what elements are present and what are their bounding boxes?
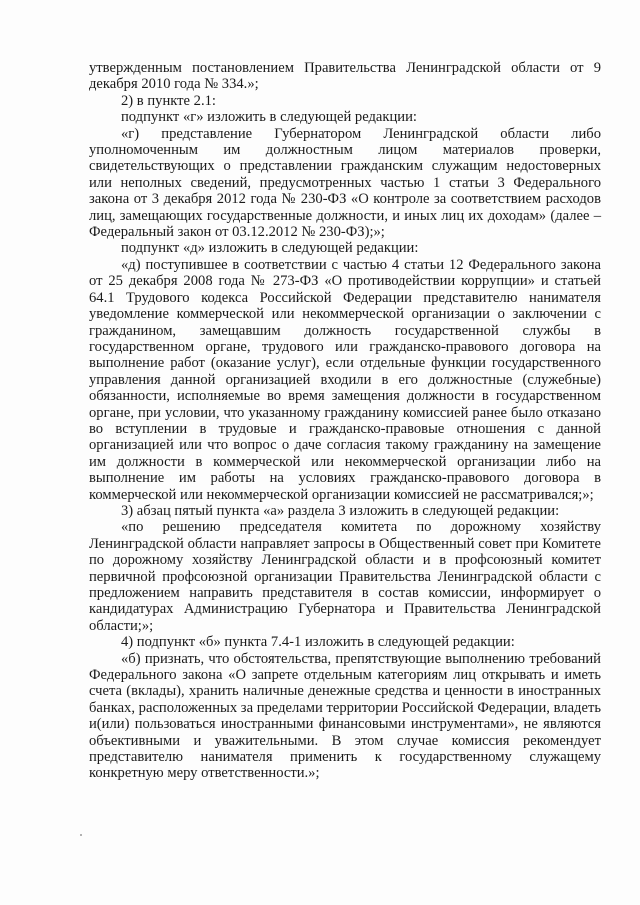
scan-speck [80,834,82,836]
paragraph-10: «б) признать, что обстоятельства, препятствующие выполнению требований Федерального закона «О запрете отдельным категориям лиц открывать и иметь счета (вклады), хранить наличные денежные средства и ценности в иностранных банках, расположенных за пределами территории Российской Федерации, владеть и(или) пользоваться иностранными финансовыми инструментами», не являются объективными и уважительными. В этом случае комиссия рекомендует представителю нанимателя применить к государственному служащему конкретную меру ответственности.»; [89,650,601,782]
paragraph-5: подпункт «д» изложить в следующей редакции: [121,240,419,257]
document-body [89,60,601,782]
paragraph-3: подпункт «г» изложить в следующей редакции: [121,109,417,126]
paragraph-2: 2) в пункте 2.1: [121,92,216,109]
paragraph-7: 3) абзац пятый пункта «а» раздела 3 изложить в следующей редакции: [121,502,560,519]
paragraph-1: утвержденным постановлением Правительства Ленинградской области от 9 декабря 2010 года № 334.»; [89,60,601,93]
paragraph-6: «д) поступившее в соответствии с частью 4 статьи 12 Федерального закона от 25 декабря 2008 года № 273-ФЗ «О противодействии коррупции» и статьей 64.1 Трудового кодекса Российской Федерации представителю нанимателя уведомление коммерческой или некоммерческой организации о заключении с гражданином, замещавшим должность государственной службы в государственном органе, трудового или гражданско-правового договора на выполнение работ (оказание услуг), если отдельные функции государственного управления данной организацией входили в его должностные (служебные) обязанности, исполняемые во время замещения должности в государственном органе, при условии, что указанному гражданину комиссией ранее было отказано во вступлении в трудовые и гражданско-правовые отношения с данной организацией или что вопрос о даче согласия такому гражданину на замещение им должности в коммерческой или некоммерческой организации либо на выполнение им работы на условиях гражданско-правового договора в коммерческой или некоммерческой организации комиссией не рассматривался;»; [89,256,601,503]
paragraph-9: 4) подпункт «б» пункта 7.4-1 изложить в следующей редакции: [121,634,515,651]
paragraph-4: «г) представление Губернатором Ленинградской области либо уполномоченным им должностным лицом материалов проверки, свидетельствующих о представлении гражданским служащим недостоверных или неполных сведений, предусмотренных частью 1 статьи 3 Федерального закона от 3 декабря 2012 года № 230-ФЗ «О контроле за соответствием расходов лиц, замещающих государственные должности, и иных лиц их доходам» (далее – Федеральный закон от 03.12.2012 № 230-ФЗ);»; [89,125,601,241]
paragraph-8: «по решению председателя комитета по дорожному хозяйству Ленинградской области направляет запросы в Общественный совет при Комитете по дорожному хозяйству Ленинградской области и в профсоюзный комитет первичной профсоюзной организации Правительства Ленинградской области с предложением направить представителя в состав комиссии, информирует о кандидатурах Администрацию Губернатора и Правительства Ленинградской области;»; [89,519,601,634]
